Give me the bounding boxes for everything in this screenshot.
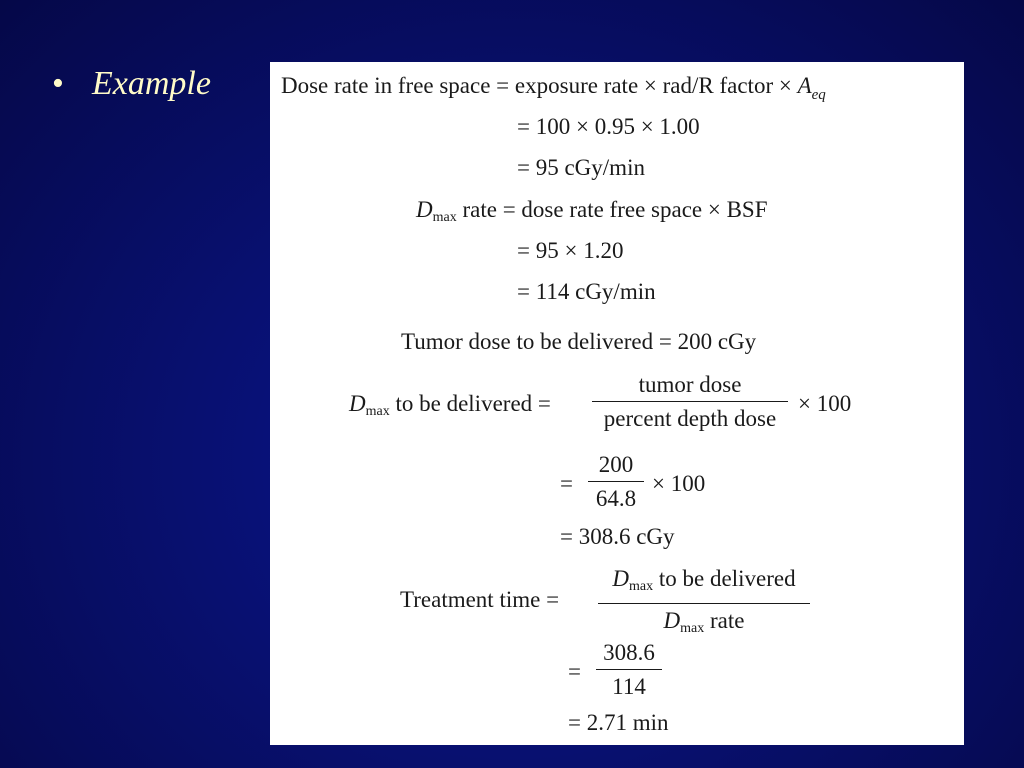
equation-step: = 100 × 0.95 × 1.00 [517, 114, 700, 139]
fraction-308-6-over-114: 308.6 114 [596, 639, 662, 701]
equation-tumor-dose: Tumor dose to be delivered = 200 cGy [401, 329, 757, 354]
fraction-200-over-64-8: 200 64.8 [588, 451, 644, 513]
equation-step: = 95 × 1.20 [517, 238, 624, 263]
fraction-tumor-over-pdd: tumor dose percent depth dose [592, 371, 788, 433]
fraction-dmax-over-dmax-rate: $D_{max}$ to be delivered $D_{max}$ rate [598, 565, 810, 643]
equation-step: = 114 cGy/min [517, 279, 656, 304]
equation-result: = 2.71 min [568, 710, 669, 735]
equation-panel [270, 62, 964, 745]
bullet-dot: • [52, 65, 64, 102]
equation-dmax-delivered-lhs: $D_{max}$ to be delivered = [349, 391, 551, 419]
slide-heading: Example [92, 65, 211, 102]
equation-dmax-rate: $D_{max}$ rate = dose rate free space × BSF [416, 197, 768, 225]
equation-treatment-time-lhs: Treatment time = [400, 587, 560, 612]
equation-multiplier: × 100 [798, 391, 852, 416]
slide-bullet [52, 64, 211, 104]
equation-equals: = [560, 471, 573, 496]
equation-step: = 308.6 cGy [560, 524, 675, 549]
equation-multiplier: × 100 [652, 471, 706, 496]
equation-dose-rate-free-space: Dose rate in free space = exposure rate × rad/R factor × $A_{eq}$ [281, 73, 826, 103]
equation-step: = 95 cGy/min [517, 155, 645, 180]
equation-equals: = [568, 659, 581, 684]
